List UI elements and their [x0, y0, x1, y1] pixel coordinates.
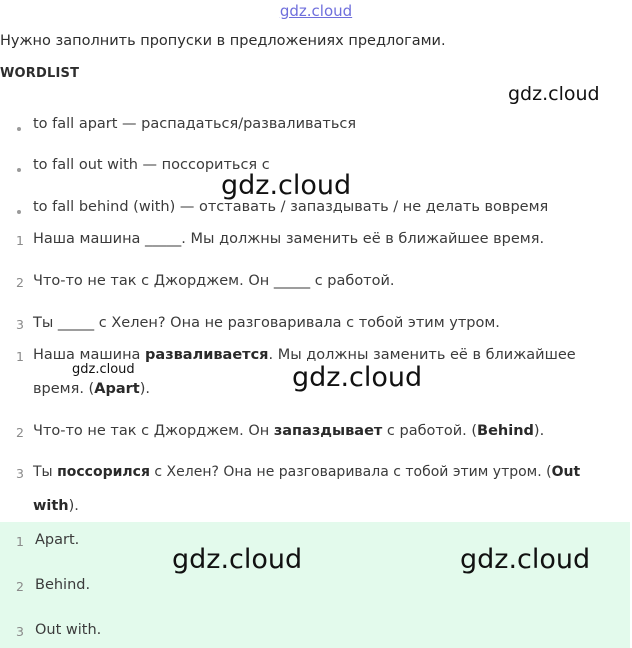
solution-number: 3	[16, 466, 24, 481]
solution-answer-word: запаздывает	[273, 423, 383, 439]
watermark: gdz.cloud	[72, 362, 135, 377]
watermark: gdz.cloud	[221, 170, 352, 201]
solution-sentence-continued	[33, 498, 79, 514]
exercise-number: 2	[16, 275, 24, 290]
solution-text: Наша машина	[33, 347, 146, 363]
answer-text: Out with.	[35, 622, 102, 638]
answer-number: 2	[16, 579, 24, 594]
solution-text: . Мы должны заменить её в ближайшее	[268, 347, 576, 363]
solution-text: ).	[68, 498, 79, 514]
solution-text: ).	[139, 381, 150, 397]
watermark: gdz.cloud	[460, 544, 591, 575]
solution-answer-word: поссорился	[57, 464, 150, 480]
exercise-number: 3	[16, 317, 24, 332]
bullet-icon	[17, 127, 21, 131]
exercise-number: 1	[16, 233, 24, 248]
solution-sentence	[33, 464, 580, 480]
watermark: gdz.cloud	[508, 83, 600, 105]
watermark: gdz.cloud	[292, 362, 423, 393]
exercise-sentence: Что-то не так с Джорджем. Он _____ с работой.	[33, 273, 395, 289]
solution-text: ).	[533, 423, 545, 439]
watermark: gdz.cloud	[172, 544, 303, 575]
solution-text: с Хелен? Она не разговаривала с тобой этим утром. (	[149, 464, 552, 480]
solution-text: Ты	[33, 464, 58, 480]
solution-sentence	[33, 347, 576, 363]
solution-number: 1	[16, 349, 24, 364]
solution-answer-key: Out	[551, 464, 581, 480]
wordlist-item: to fall apart — распадаться/разваливаться	[33, 116, 357, 132]
bullet-icon	[17, 210, 21, 214]
solution-text: Что-то не так с Джорджем. Он	[33, 423, 274, 439]
wordlist-item: to fall behind (with) — отставать / запаздывать / не делать вовремя	[33, 199, 549, 215]
solution-answer-key: Behind	[477, 423, 534, 439]
wordlist-heading: WORDLIST	[0, 66, 80, 81]
wordlist-item: to fall out with — поссориться с	[33, 157, 270, 173]
answer-number: 3	[16, 624, 24, 639]
answers-panel	[0, 522, 630, 648]
answer-text: Apart.	[35, 532, 80, 548]
bullet-icon	[17, 168, 21, 172]
solution-text: с работой. (	[382, 423, 478, 439]
solution-answer-key: with	[33, 498, 69, 514]
exercise-sentence: Ты _____ с Хелен? Она не разговаривала с тобой этим утром.	[33, 315, 500, 331]
exercise-sentence: Наша машина _____. Мы должны заменить её в ближайшее время.	[33, 231, 545, 247]
solution-sentence-continued	[33, 381, 150, 397]
solution-sentence	[33, 423, 544, 439]
answer-text: Behind.	[35, 577, 91, 593]
task-instruction: Нужно заполнить пропуски в предложениях предлогами.	[0, 33, 446, 49]
solution-answer-word: разваливается	[145, 347, 269, 363]
site-link[interactable]: gdz.cloud	[279, 2, 353, 20]
solution-answer-key: Apart	[94, 381, 140, 397]
solution-text: время. (	[33, 381, 95, 397]
solution-number: 2	[16, 425, 24, 440]
answer-number: 1	[16, 534, 24, 549]
